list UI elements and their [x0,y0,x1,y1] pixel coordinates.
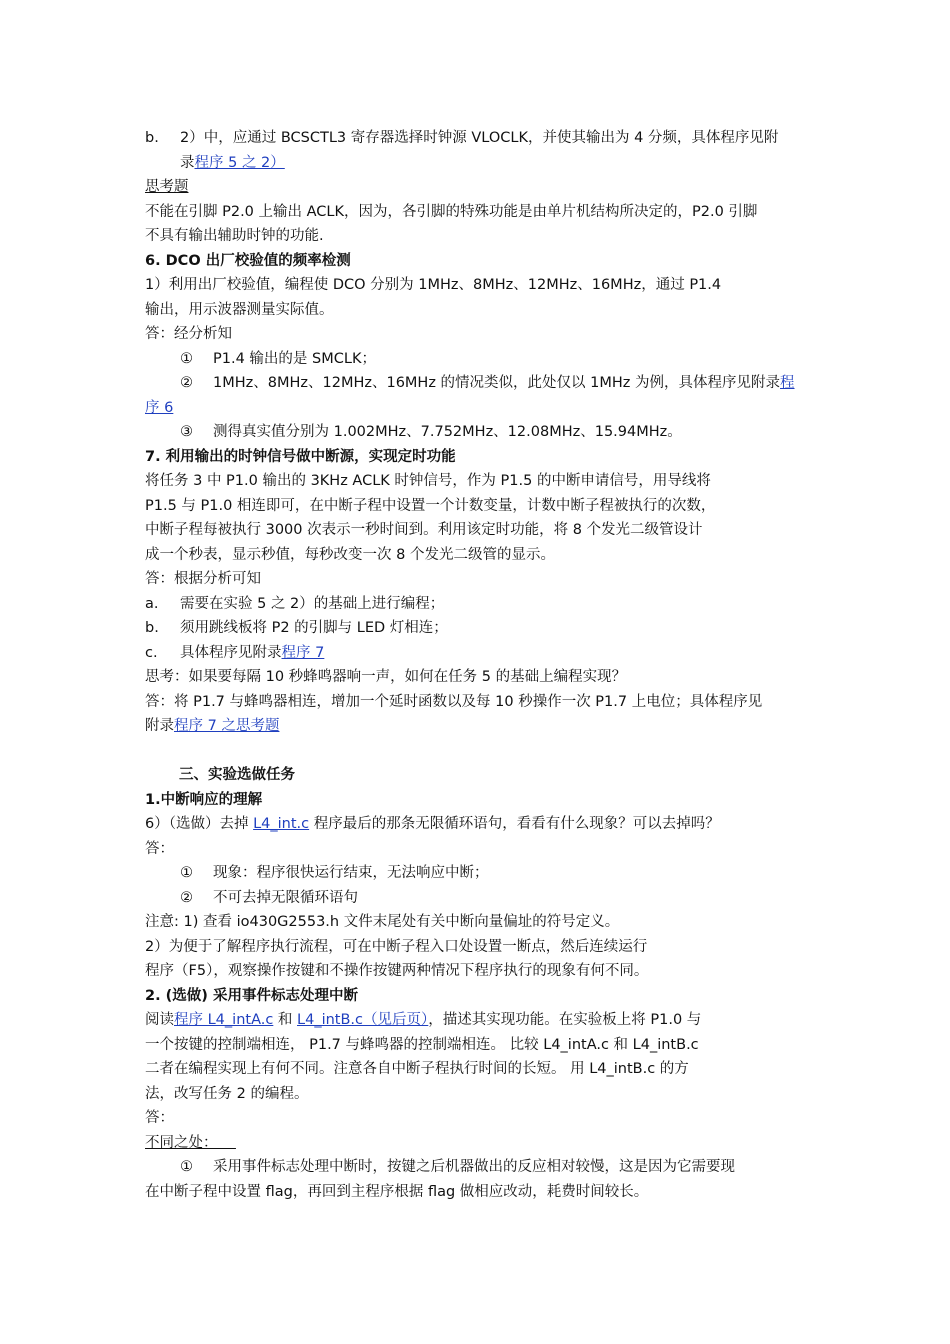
link-program-7[interactable]: 程序 7 [281,644,325,661]
list-item-a [145,592,810,617]
document-page [145,126,810,1204]
answer-item-2-cont [145,396,810,421]
diff-item-1 [145,1155,810,1180]
answer-intro: 答：经分析知 [145,326,232,342]
answer-intro: 答： [145,840,174,857]
answer-text: 采用事件标志处理中断时，按键之后机器做出的反应相对较慢，这是因为它需要现 [213,1159,735,1175]
answer-item-2 [145,886,810,911]
subsection-heading-2: 2. (选做) 采用事件标志处理中断 [145,987,358,1004]
section-heading-7: 7. 利用输出的时钟信号做中断源，实现定时功能 [145,448,456,465]
paragraph-line: 2）为便于了解程序执行流程，可在中断子程入口处设置一断点，然后连续运行 [145,938,648,955]
diff-title-text: 不同之处： [145,1134,218,1151]
item-b-line [145,126,810,151]
link-l4-intB[interactable]: L4_intB.c（见后页） [297,1012,429,1028]
text: ，描述其实现功能。在实验板上将 P1.0 与 [428,1012,702,1028]
link-program-6-cont[interactable]: 序 6 [145,399,174,416]
paragraph-line: 程序（F5），观察操作按键和不操作按键两种情况下程序执行的现象有何不同。 [145,963,649,979]
paragraph-line: 将任务 3 中 P1.0 输出的 3KHz ACLK 时钟信号，作为 P1.5 的中断申请信号，用导线将 [145,473,711,489]
text: 附录 [145,718,174,734]
paragraph-line: 在中断子程中设置 flag，再回到主程序根据 flag 做相应改动，耗费时间较长。 [145,1183,649,1200]
link-program-6[interactable]: 程 [780,375,795,391]
list-text: 须用跳线板将 P2 的引脚与 LED 灯相连； [180,620,448,636]
think-title-text: 思考题 [145,179,189,195]
item-b-cont [145,151,810,176]
circled-number: ① [180,350,193,367]
circled-number: ① [180,1159,193,1175]
diff-title [145,1131,810,1156]
paragraph-line: P1.5 与 P1.0 相连即可，在中断子程中设置一个计数变量，计数中断子程被执行的次数， [145,497,716,514]
list-text: 具体程序见附录 [180,644,282,661]
answer-text: 测得真实值分别为 1.002MHz、7.752MHz、12.08MHz、15.94MHz。 [213,424,682,440]
list-text: 2）中，应通过 BCSCTL3 寄存器选择时钟源 VLOCLK，并使其输出为 4 分频，具体程序见附 [180,130,779,146]
paragraph-line [145,714,810,739]
answer-item-1 [145,347,810,372]
link-program-5-2[interactable]: 程序 5 之 2） [194,154,285,171]
section-heading-3: 三、实验选做任务 [179,767,295,783]
answer-intro: 答：根据分析可知 [145,571,261,587]
paragraph-line: 中断子程每被执行 3000 次表示一秒时间到。利用该定时功能，将 8 个发光二级管设计 [145,522,703,538]
spacer [145,739,810,764]
text: 和 [273,1012,298,1028]
answer-text: 现象：程序很快运行结束，无法响应中断； [213,865,489,881]
list-item-b [145,616,810,641]
subsection-heading-1: 1.中断响应的理解 [145,791,263,808]
paragraph-line: 思考：如果要每隔 10 秒蜂鸣器响一声，如何在任务 5 的基础上编程实现？ [145,669,627,685]
list-label: b. [145,130,159,146]
paragraph-line [145,1008,810,1033]
paragraph-line: 答：将 P1.7 与蜂鸣器相连，增加一个延时函数以及每 10 秒操作一次 P1.7 上电位；具体程序见 [145,693,763,710]
circled-number: ② [180,889,193,906]
text: 程序最后的那条无限循环语句，看看有什么现象？可以去掉吗？ [309,816,720,832]
paragraph-line: 成一个秒表，显示秒值，每秒改变一次 8 个发光二级管的显示。 [145,546,555,563]
list-label: b. [145,620,159,636]
section-heading-6: 6. DCO 出厂校验值的频率检测 [145,252,351,269]
circled-number: ② [180,375,193,391]
answer-item-2 [145,371,810,396]
answer-item-3 [145,420,810,445]
link-l4-int[interactable]: L4_int.c [253,816,310,832]
paragraph-line: 不能在引脚 P2.0 上输出 ACLK，因为，各引脚的特殊功能是由单片机结构所决定的，P2.0 引脚 [145,203,758,220]
paragraph-line: 一个按键的控制端相连， P1.7 与蜂鸣器的控制端相连。 比较 L4_intA.c 和 L4_intB.c [145,1036,699,1053]
paragraph-line: 法，改写任务 2 的编程。 [145,1085,309,1102]
list-text: 需要在实验 5 之 2）的基础上进行编程； [180,595,445,612]
paragraph-line: 1）利用出厂校验值，编程使 DCO 分别为 1MHz、8MHz、12MHz、16MHz，通过 P1.4 [145,277,722,293]
paragraph-line: 二者在编程实现上有何不同。注意各自中断子程执行时间的长短。 用 L4_intB.c 的方 [145,1061,689,1077]
answer-item-1 [145,861,810,886]
circled-number: ③ [180,424,193,440]
list-item-c [145,641,810,666]
answer-text: 不可去掉无限循环语句 [213,889,358,906]
link-l4-intA[interactable]: 程序 L4_intA.c [174,1012,274,1028]
answer-text: P1.4 输出的是 SMCLK； [213,350,376,367]
text: 6）（选做）去掉 [145,816,254,832]
paragraph-line: 不具有输出辅助时钟的功能. [145,228,324,244]
underline-pad [218,1135,236,1151]
paragraph-line [145,812,810,837]
link-program-7-think[interactable]: 程序 7 之思考题 [174,718,280,734]
text: 录 [180,154,195,171]
paragraph-line: 注意: 1) 查看 io430G2553.h 文件末尾处有关中断向量偏址的符号定义。 [145,914,620,930]
text: 阅读 [145,1012,174,1028]
circled-number: ① [180,865,193,881]
list-label: a. [145,595,159,612]
list-label: c. [145,644,158,661]
think-title [145,175,810,200]
answer-text: 1MHz、8MHz、12MHz、16MHz 的情况类似，此处仅以 1MHz 为例，具体程序见附录 [213,375,781,391]
answer-intro: 答： [145,1110,174,1126]
paragraph-line: 输出，用示波器测量实际值。 [145,301,334,318]
